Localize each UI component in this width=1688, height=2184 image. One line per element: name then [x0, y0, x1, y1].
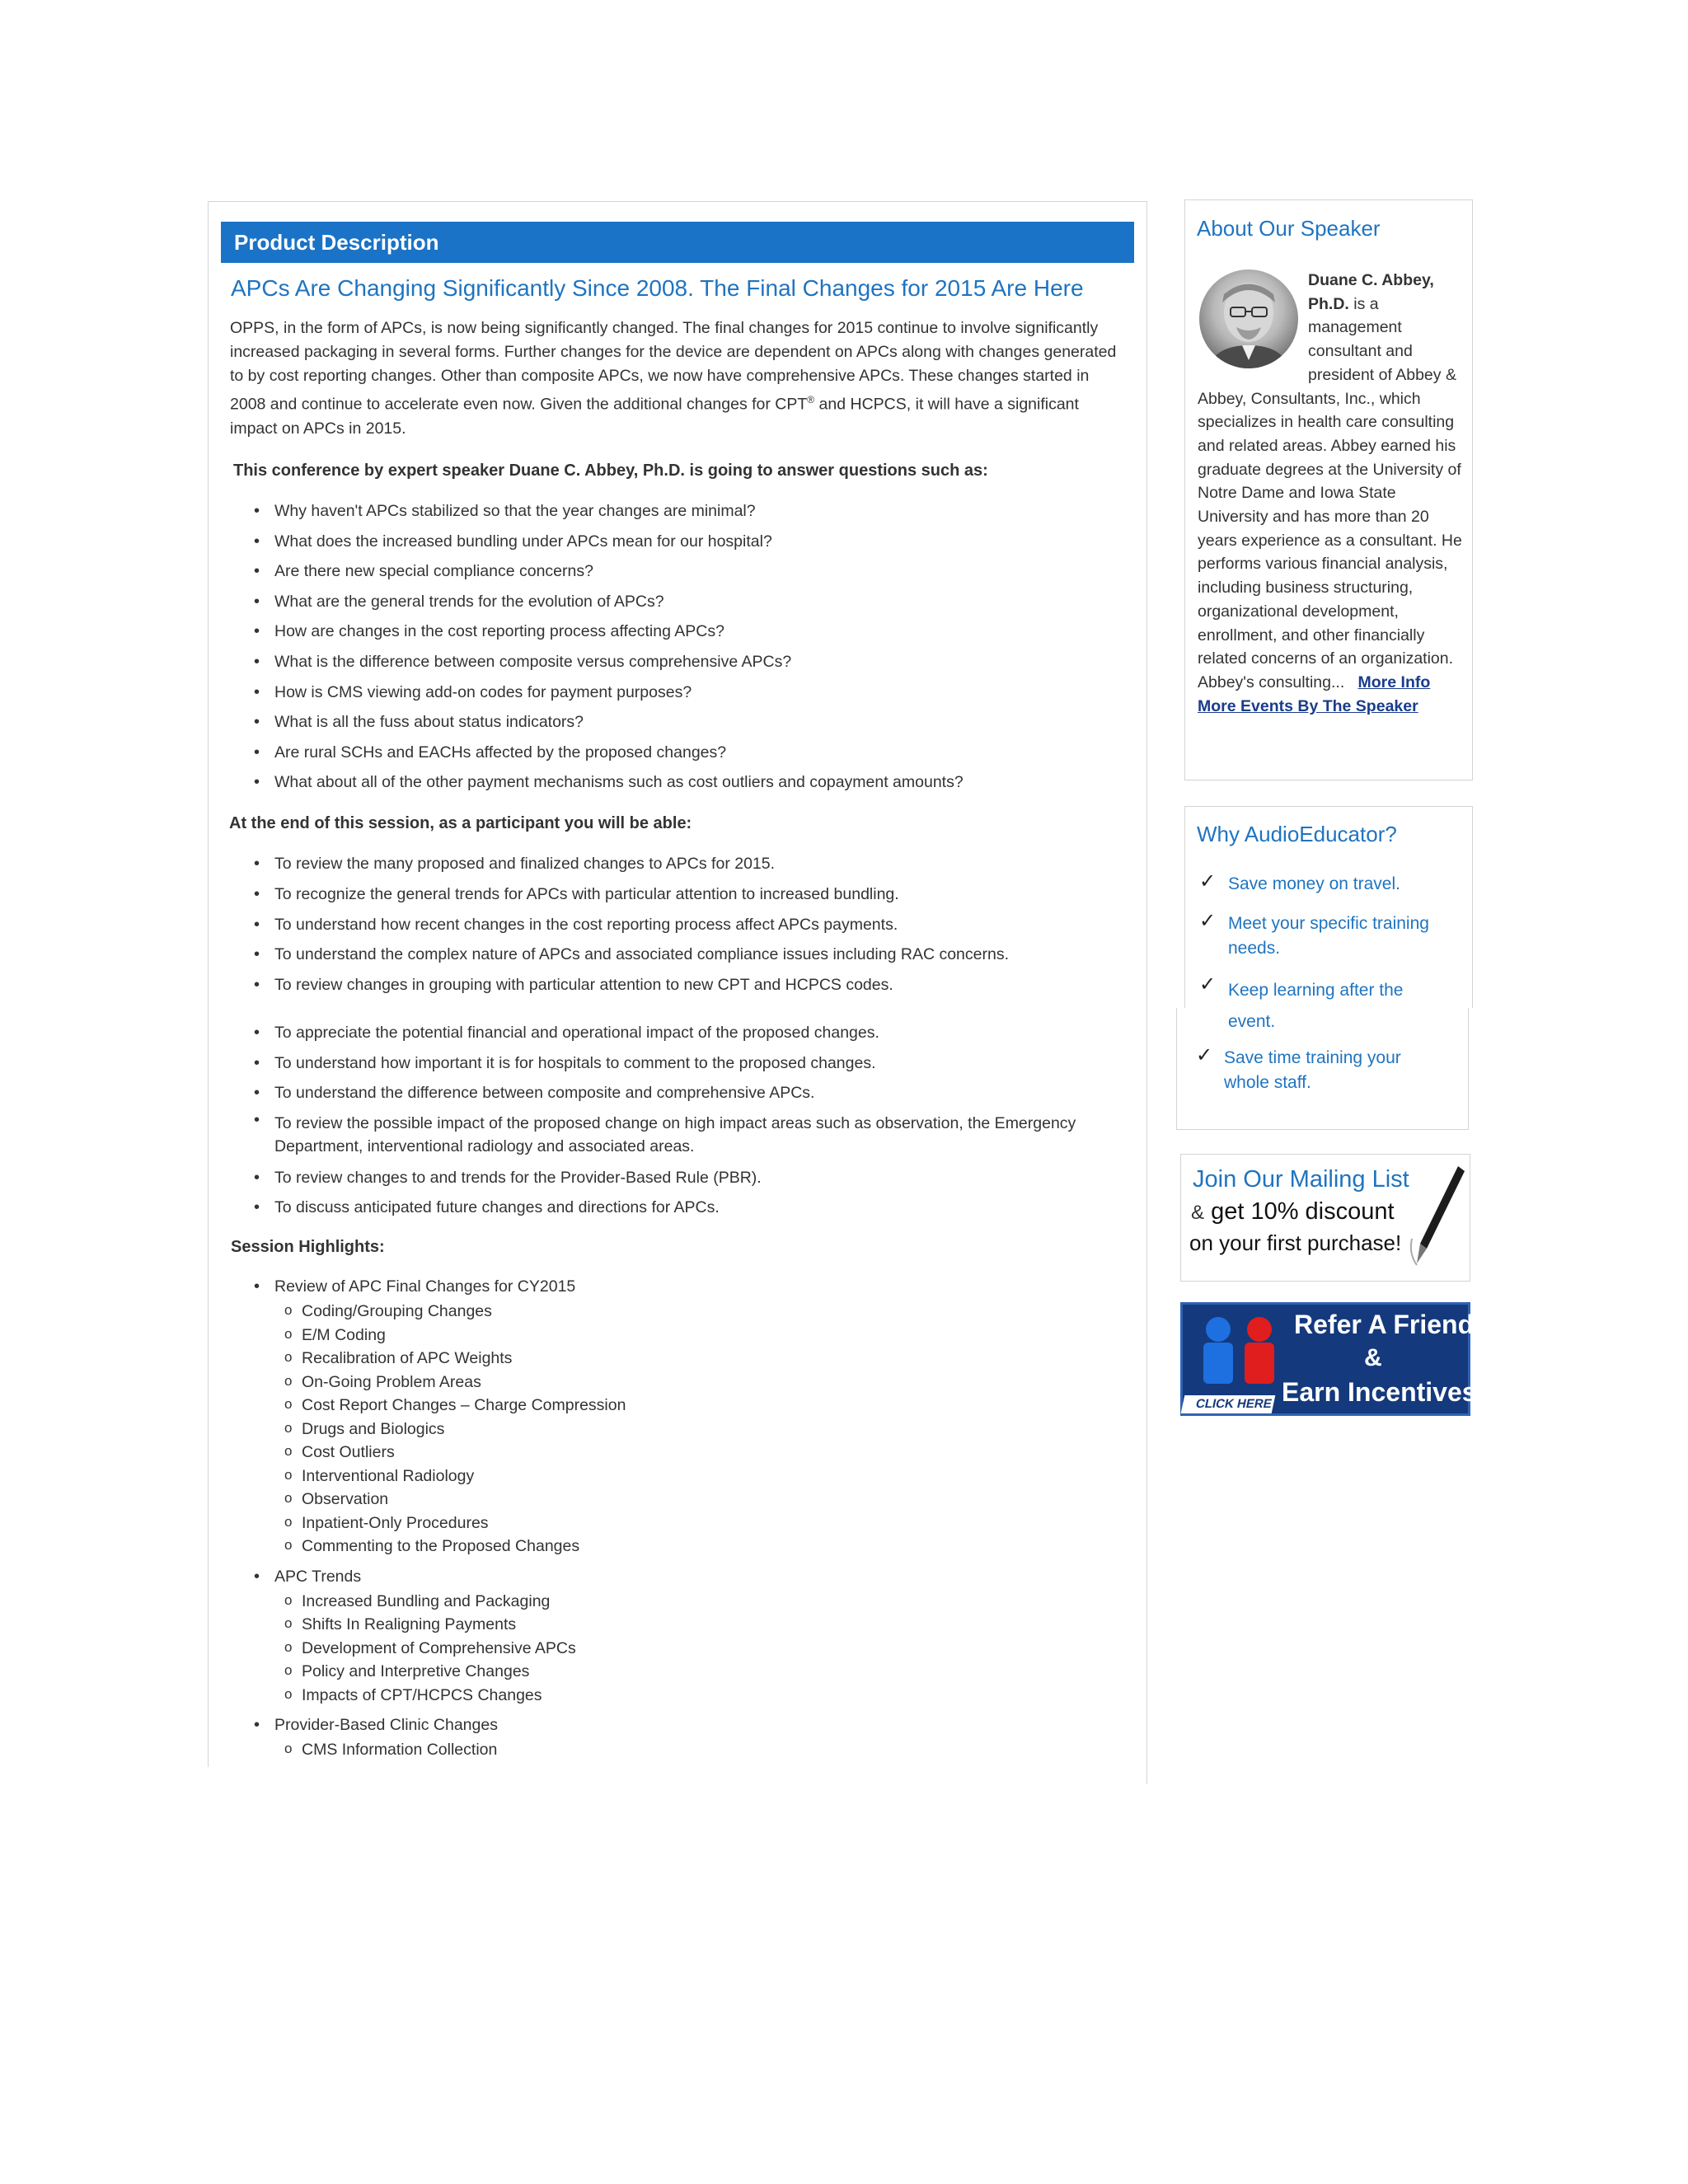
questions-title: This conference by expert speaker Duane C. Abbey, Ph.D. is going to answer questions such as:: [233, 462, 988, 480]
refer-friend-banner[interactable]: [1180, 1302, 1486, 1416]
refer-line3: Earn Incentives!: [1282, 1377, 1486, 1407]
highlight-subitem: o Recalibration of APC Weights: [274, 1347, 1137, 1371]
highlight-subitem: o Observation: [274, 1488, 1137, 1511]
intro-text: OPPS, in the form of APCs, is now being significantly changed. The final changes for 2015 continue to involve significantly increased packaging in several forms. Further changes for the device are dependent on APCs along with changes generated to by cost reporting changes. Other than composite APCs, we now have comprehensive APCs. These changes started in 2008 and continue to accelerate even now. Given the additional changes for CPT: [230, 319, 1117, 414]
highlight-subitem: o Inpatient-Only Procedures: [274, 1511, 1137, 1535]
outcomes-title: At the end of this session, as a participant you will be able:: [229, 814, 692, 832]
speaker-bio-text: is a management consultant and president of Abbey & Abbey, Consultants, Inc., which specializes in health care consulting and related areas. Abbey earned his graduate degrees at the University of Notre Dame and Iowa State University and has more than 20 years experience as a consultant. He performs various financial analysis, including business structuring, organizational development, enrollment, and other financially related concerns of an organization. Abbey's consulting...: [1198, 294, 1462, 691]
speaker-bio: [1198, 269, 1470, 718]
mailing-list-promo[interactable]: [1180, 1154, 1470, 1282]
refer-line1: Refer A Friend: [1294, 1310, 1475, 1339]
why-item-1: Save money on travel.: [1228, 874, 1400, 893]
product-intro: [230, 316, 1120, 441]
outcome-item: • To recognize the general trends for APCs with particular attention to increased bundling.: [247, 879, 1137, 910]
highlight-subitem: o Commenting to the Proposed Changes: [274, 1535, 1137, 1558]
more-events-link[interactable]: More Events By The Speaker: [1198, 696, 1418, 715]
highlight-subitem: o E/M Coding: [274, 1324, 1137, 1347]
panel-border-segment: [1146, 1010, 1147, 1784]
promo-line1: Join Our Mailing List: [1193, 1166, 1409, 1193]
outcome-item: • To review changes to and trends for the Provider-Based Rule (PBR).: [247, 1163, 1137, 1193]
more-info-link[interactable]: More Info: [1357, 673, 1431, 691]
highlight-subitem: o On-Going Problem Areas: [274, 1371, 1137, 1394]
speaker-name: Duane C. Abbey, Ph.D.: [1308, 271, 1434, 313]
why-item-3: [1228, 975, 1434, 1038]
outcome-item: • To review the many proposed and finalized changes to APCs for 2015.: [247, 849, 1137, 879]
highlight-item: [247, 1712, 1137, 1762]
highlight-subitem: o CMS Information Collection: [274, 1738, 1137, 1762]
product-description-header: Product Description: [221, 222, 1134, 263]
outcome-item: • To review the possible impact of the proposed change on high impact areas such as observation, the Emergency Department, interventional radiology and associated areas.: [247, 1108, 1137, 1163]
check-icon: ✓: [1199, 910, 1217, 932]
why-item-2: Meet your specific training needs.: [1228, 914, 1429, 958]
check-icon: ✓: [1199, 870, 1217, 893]
question-item: • What is the difference between composite versus comprehensive APCs?: [247, 647, 1137, 677]
promo-line2: [1191, 1198, 1395, 1226]
outcome-item: • To discuss anticipated future changes and directions for APCs.: [247, 1193, 1137, 1223]
promo-line3: on your first purchase!: [1189, 1230, 1402, 1255]
question-item: • What about all of the other payment mechanisms such as cost outliers and copayment amounts?: [247, 767, 1137, 798]
outcome-item: • To appreciate the potential financial and operational impact of the proposed changes.: [247, 1018, 1137, 1048]
outcome-item: • To understand the complex nature of APCs and associated compliance issues including RAC concerns.: [247, 940, 1137, 970]
question-item: • What does the increased bundling under APCs mean for our hospital?: [247, 527, 1137, 557]
outcomes-list-b: [247, 1018, 1137, 1223]
highlight-sublist: [274, 1300, 1137, 1558]
highlight-sublist: [274, 1738, 1137, 1762]
refer-line2: &: [1364, 1344, 1382, 1371]
speaker-title: About Our Speaker: [1197, 216, 1381, 241]
highlight-sublist: [274, 1590, 1137, 1708]
highlight-item: [247, 1563, 1137, 1708]
highlight-subitem: o Impacts of CPT/HCPCS Changes: [274, 1684, 1137, 1708]
highlights-title: Session Highlights:: [231, 1238, 385, 1256]
highlight-label: Review of APC Final Changes for CY2015: [274, 1277, 576, 1296]
question-item: • What are the general trends for the evolution of APCs?: [247, 587, 1137, 617]
highlight-subitem: o Shifts In Realigning Payments: [274, 1613, 1137, 1637]
highlight-subitem: o Coding/Grouping Changes: [274, 1300, 1137, 1324]
pen-icon: [1409, 1163, 1466, 1270]
promo-amp: &: [1191, 1202, 1205, 1224]
outcome-item: • To understand how important it is for hospitals to comment to the proposed changes.: [247, 1048, 1137, 1079]
highlight-subitem: o Cost Report Changes – Charge Compression: [274, 1394, 1137, 1418]
outcomes-list-a: [247, 849, 1137, 1001]
question-item: • How are changes in the cost reporting process affecting APCs?: [247, 616, 1137, 647]
highlight-subitem: o Cost Outliers: [274, 1441, 1137, 1465]
highlight-subitem: o Drugs and Biologics: [274, 1418, 1137, 1441]
check-icon: ✓: [1199, 973, 1217, 996]
outcome-item: • To understand how recent changes in the cost reporting process affect APCs payments.: [247, 910, 1137, 940]
check-icon: ✓: [1196, 1044, 1213, 1066]
outcome-item: • To understand the difference between composite and comprehensive APCs.: [247, 1078, 1137, 1108]
promo-discount: get 10% discount: [1211, 1198, 1395, 1225]
highlight-subitem: o Increased Bundling and Packaging: [274, 1590, 1137, 1614]
intro-text-end: and HCPCS, it will have a significant impact on APCs in 2015.: [230, 395, 1079, 438]
why-item-4: Save time training your whole staff.: [1224, 1048, 1401, 1092]
highlight-subitem: o Interventional Radiology: [274, 1465, 1137, 1488]
question-item: • Why haven't APCs stabilized so that the year changes are minimal?: [247, 496, 1137, 527]
highlight-item: [247, 1273, 1137, 1558]
product-headline: APCs Are Changing Significantly Since 2008. The Final Changes for 2015 Are Here: [231, 275, 1084, 301]
highlights-list: [247, 1273, 1137, 1767]
highlight-label: APC Trends: [274, 1567, 362, 1586]
highlight-label: Provider-Based Clinic Changes: [274, 1716, 498, 1734]
highlight-subitem: o Development of Comprehensive APCs: [274, 1637, 1137, 1661]
question-item: • Are there new special compliance concerns?: [247, 556, 1137, 587]
questions-list: [247, 496, 1137, 798]
why-title: Why AudioEducator?: [1197, 822, 1397, 846]
highlight-subitem: o Policy and Interpretive Changes: [274, 1660, 1137, 1684]
question-item: • Are rural SCHs and EACHs affected by the proposed changes?: [247, 738, 1137, 768]
question-item: • What is all the fuss about status indicators?: [247, 707, 1137, 738]
outcome-item: • To review changes in grouping with particular attention to new CPT and HCPCS codes.: [247, 970, 1137, 1001]
registered-mark: ®: [807, 394, 815, 405]
why-item-3-text: Keep learning after the event.: [1228, 981, 1404, 1031]
click-here-button[interactable]: CLICK HERE: [1181, 1395, 1276, 1413]
people-icon: [1189, 1311, 1288, 1394]
question-item: • How is CMS viewing add-on codes for payment purposes?: [247, 677, 1137, 708]
